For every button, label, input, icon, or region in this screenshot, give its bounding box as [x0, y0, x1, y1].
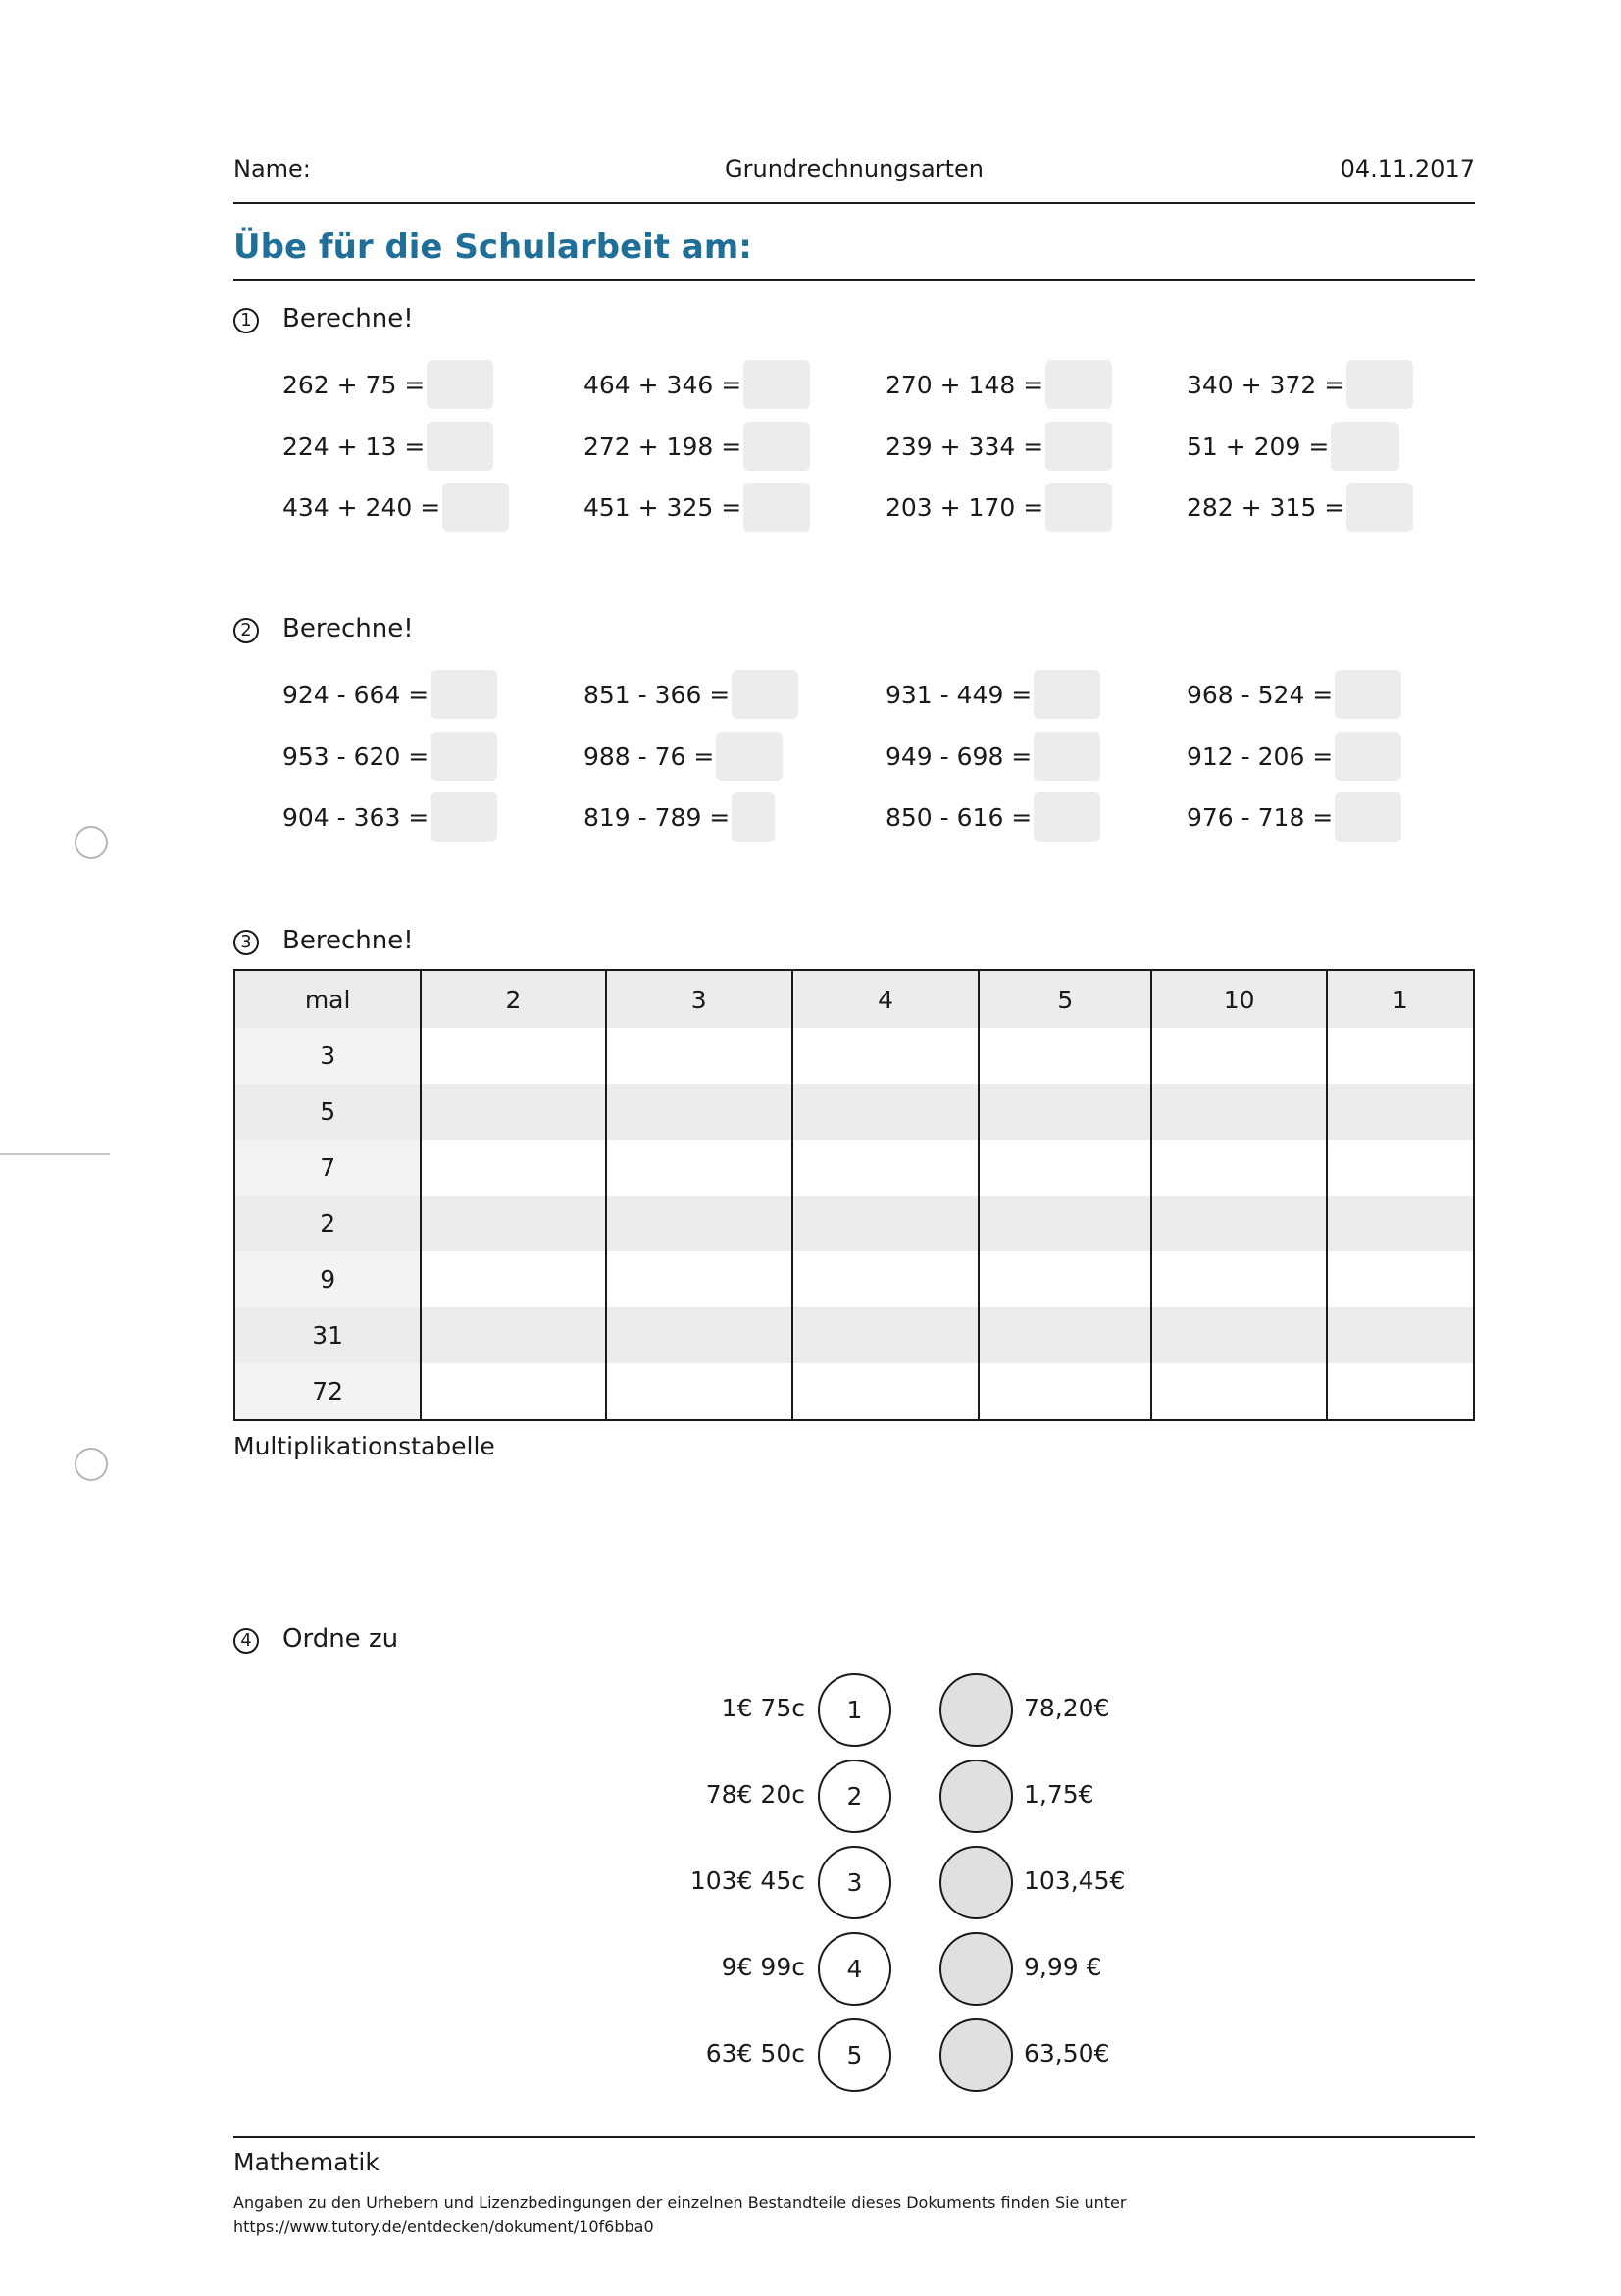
answer-cell[interactable]	[979, 1140, 1151, 1196]
equation-text: 224 + 13 =	[282, 432, 426, 461]
table-row	[234, 1196, 1474, 1251]
table-row	[234, 1084, 1474, 1140]
equation-text: 931 - 449 =	[886, 680, 1033, 709]
answer-cell[interactable]	[1151, 1084, 1326, 1140]
amount-right: 63,50€	[1024, 2039, 1110, 2067]
equation	[1187, 732, 1401, 781]
punch-hole-top	[75, 826, 108, 859]
answer-box[interactable]	[743, 422, 810, 471]
answer-box[interactable]	[431, 670, 497, 719]
name-label: Name:	[233, 155, 311, 182]
equation	[1187, 792, 1401, 842]
answer-cell[interactable]	[1151, 1307, 1326, 1363]
footer-note-line2: https://www.tutory.de/entdecken/dokument/10f6bba0	[233, 2218, 654, 2236]
section-3-number: 3	[233, 930, 259, 955]
answer-circle[interactable]	[939, 1673, 1013, 1747]
answer-cell[interactable]	[1327, 1251, 1474, 1307]
equation-text: 988 - 76 =	[583, 741, 715, 771]
footer-note-line1: Angaben zu den Urhebern und Lizenzbedingungen der einzelnen Bestandteile dieses Dokuments finden Sie unter	[233, 2193, 1127, 2212]
equation	[886, 360, 1112, 409]
equation-text: 976 - 718 =	[1187, 802, 1334, 832]
equation	[886, 422, 1112, 471]
answer-box[interactable]	[427, 360, 493, 409]
answer-cell[interactable]	[979, 1307, 1151, 1363]
answer-circle[interactable]	[939, 2018, 1013, 2092]
row-header-cell: 9	[234, 1251, 421, 1307]
answer-cell[interactable]	[979, 1363, 1151, 1420]
answer-cell[interactable]	[1151, 1251, 1326, 1307]
equation	[583, 422, 810, 471]
equation-text: 434 + 240 =	[282, 492, 441, 522]
punch-hole-bottom	[75, 1448, 108, 1481]
equation	[583, 360, 810, 409]
answer-cell[interactable]	[606, 1251, 792, 1307]
answer-cell[interactable]	[606, 1307, 792, 1363]
equation-text: 239 + 334 =	[886, 432, 1044, 461]
answer-cell[interactable]	[979, 1084, 1151, 1140]
equation	[886, 483, 1112, 532]
number-circle: 4	[818, 1932, 891, 2006]
multiplication-table	[233, 969, 1475, 1421]
answer-box[interactable]	[743, 483, 810, 532]
answer-cell[interactable]	[606, 1084, 792, 1140]
answer-box[interactable]	[1346, 360, 1413, 409]
equation-text: 270 + 148 =	[886, 370, 1044, 399]
answer-box[interactable]	[716, 732, 783, 781]
equation-text: 340 + 372 =	[1187, 370, 1345, 399]
equation	[583, 670, 798, 719]
answer-box[interactable]	[1045, 422, 1112, 471]
number-circle: 1	[818, 1673, 891, 1747]
section-2-label: Berechne!	[282, 614, 414, 643]
amount-right: 78,20€	[1024, 1694, 1110, 1722]
equation-text: 968 - 524 =	[1187, 680, 1334, 709]
section-4-label: Ordne zu	[282, 1624, 399, 1654]
column-header-cell: 5	[979, 970, 1151, 1028]
table-row	[234, 1251, 1474, 1307]
table-row	[234, 1307, 1474, 1363]
topic-label: Grundrechnungsarten	[725, 155, 984, 182]
number-circle: 5	[818, 2018, 891, 2092]
answer-cell[interactable]	[792, 1084, 979, 1140]
equation-text: 272 + 198 =	[583, 432, 742, 461]
section-1-number: 1	[233, 308, 259, 333]
number-circle: 2	[818, 1760, 891, 1833]
row-header-cell: 5	[234, 1084, 421, 1140]
answer-cell[interactable]	[1327, 1140, 1474, 1196]
answer-cell[interactable]	[979, 1028, 1151, 1084]
equation-text: 851 - 366 =	[583, 680, 731, 709]
answer-cell[interactable]	[1327, 1363, 1474, 1420]
answer-cell[interactable]	[792, 1140, 979, 1196]
answer-box[interactable]	[1335, 670, 1401, 719]
answer-box[interactable]	[732, 792, 775, 842]
title-rule	[233, 279, 1475, 281]
answer-cell[interactable]	[1327, 1196, 1474, 1251]
equation-text: 262 + 75 =	[282, 370, 426, 399]
answer-cell[interactable]	[1151, 1363, 1326, 1420]
table-caption: Multiplikationstabelle	[233, 1432, 495, 1460]
amount-left: 78€ 20c	[705, 1780, 805, 1809]
footer-rule	[233, 2136, 1475, 2138]
equation-text: 203 + 170 =	[886, 492, 1044, 522]
amount-right: 9,99 €	[1024, 1953, 1102, 1981]
answer-cell[interactable]	[421, 1028, 605, 1084]
answer-box[interactable]	[1045, 483, 1112, 532]
column-header-cell: 4	[792, 970, 979, 1028]
equation	[583, 732, 783, 781]
table-row	[234, 1028, 1474, 1084]
answer-box[interactable]	[442, 483, 509, 532]
header-rule	[233, 202, 1475, 204]
amount-right: 103,45€	[1024, 1866, 1126, 1895]
answer-cell[interactable]	[1327, 1028, 1474, 1084]
answer-cell[interactable]	[792, 1251, 979, 1307]
answer-box[interactable]	[431, 732, 497, 781]
equation	[282, 483, 509, 532]
table-header-row	[234, 970, 1474, 1028]
answer-cell[interactable]	[1151, 1140, 1326, 1196]
equation	[282, 670, 497, 719]
amount-right: 1,75€	[1024, 1780, 1094, 1809]
answer-box[interactable]	[1346, 483, 1413, 532]
answer-box[interactable]	[1034, 670, 1100, 719]
equation	[1187, 670, 1401, 719]
equation	[282, 732, 497, 781]
column-header-cell: 3	[606, 970, 792, 1028]
answer-box[interactable]	[743, 360, 810, 409]
equation-text: 464 + 346 =	[583, 370, 742, 399]
answer-cell[interactable]	[1151, 1028, 1326, 1084]
equation	[1187, 360, 1413, 409]
section-2-number: 2	[233, 618, 259, 643]
section-1-label: Berechne!	[282, 304, 414, 333]
equation	[282, 422, 493, 471]
answer-cell[interactable]	[421, 1084, 605, 1140]
footer-subject: Mathematik	[233, 2148, 380, 2176]
answer-cell[interactable]	[421, 1251, 605, 1307]
answer-circle[interactable]	[939, 1846, 1013, 1919]
answer-box[interactable]	[1045, 360, 1112, 409]
row-header-cell: 7	[234, 1140, 421, 1196]
section-4-number: 4	[233, 1628, 259, 1654]
answer-cell[interactable]	[792, 1307, 979, 1363]
equation-text: 924 - 664 =	[282, 680, 430, 709]
column-header-cell: 2	[421, 970, 605, 1028]
answer-cell[interactable]	[606, 1140, 792, 1196]
date-label: 04.11.2017	[1340, 155, 1475, 182]
fold-mark	[0, 1153, 110, 1155]
answer-box[interactable]	[431, 792, 497, 842]
amount-left: 103€ 45c	[689, 1866, 805, 1895]
page-title: Übe für die Schularbeit am:	[233, 228, 752, 267]
row-header-cell: 72	[234, 1363, 421, 1420]
equation	[886, 670, 1100, 719]
answer-cell[interactable]	[606, 1363, 792, 1420]
answer-cell[interactable]	[421, 1307, 605, 1363]
equation	[583, 483, 810, 532]
equation	[282, 360, 493, 409]
column-header-cell: 10	[1151, 970, 1326, 1028]
equation-text: 850 - 616 =	[886, 802, 1033, 832]
number-circle: 3	[818, 1846, 891, 1919]
answer-cell[interactable]	[792, 1363, 979, 1420]
equation	[1187, 422, 1399, 471]
equation-text: 912 - 206 =	[1187, 741, 1334, 771]
row-header-cell: 3	[234, 1028, 421, 1084]
answer-cell[interactable]	[606, 1028, 792, 1084]
equation	[583, 792, 775, 842]
answer-circle[interactable]	[939, 1760, 1013, 1833]
equation-text: 904 - 363 =	[282, 802, 430, 832]
row-header-cell: 31	[234, 1307, 421, 1363]
answer-cell[interactable]	[979, 1251, 1151, 1307]
table-row	[234, 1363, 1474, 1420]
equation	[282, 792, 497, 842]
answer-cell[interactable]	[421, 1196, 605, 1251]
equation	[1187, 483, 1413, 532]
answer-box[interactable]	[1335, 792, 1401, 842]
row-header-cell: 2	[234, 1196, 421, 1251]
answer-box[interactable]	[1331, 422, 1399, 471]
answer-cell[interactable]	[421, 1140, 605, 1196]
answer-cell[interactable]	[1327, 1084, 1474, 1140]
answer-box[interactable]	[732, 670, 798, 719]
equation-text: 451 + 325 =	[583, 492, 742, 522]
amount-left: 63€ 50c	[705, 2039, 805, 2067]
answer-cell[interactable]	[421, 1363, 605, 1420]
amount-left: 9€ 99c	[721, 1953, 805, 1981]
equation-text: 953 - 620 =	[282, 741, 430, 771]
answer-box[interactable]	[1335, 732, 1401, 781]
answer-circle[interactable]	[939, 1932, 1013, 2006]
answer-cell[interactable]	[792, 1028, 979, 1084]
equation-text: 51 + 209 =	[1187, 432, 1330, 461]
answer-cell[interactable]	[606, 1196, 792, 1251]
answer-cell[interactable]	[1327, 1307, 1474, 1363]
answer-box[interactable]	[427, 422, 493, 471]
answer-cell[interactable]	[792, 1196, 979, 1251]
equation	[886, 792, 1100, 842]
section-3-label: Berechne!	[282, 926, 414, 955]
equation	[886, 732, 1100, 781]
answer-box[interactable]	[1034, 792, 1100, 842]
answer-box[interactable]	[1034, 732, 1100, 781]
column-header-cell: 1	[1327, 970, 1474, 1028]
equation-text: 282 + 315 =	[1187, 492, 1345, 522]
equation-text: 949 - 698 =	[886, 741, 1033, 771]
equation-text: 819 - 789 =	[583, 802, 731, 832]
amount-left: 1€ 75c	[721, 1694, 805, 1722]
table-corner-cell: mal	[234, 970, 421, 1028]
answer-cell[interactable]	[1151, 1196, 1326, 1251]
table-row	[234, 1140, 1474, 1196]
answer-cell[interactable]	[979, 1196, 1151, 1251]
